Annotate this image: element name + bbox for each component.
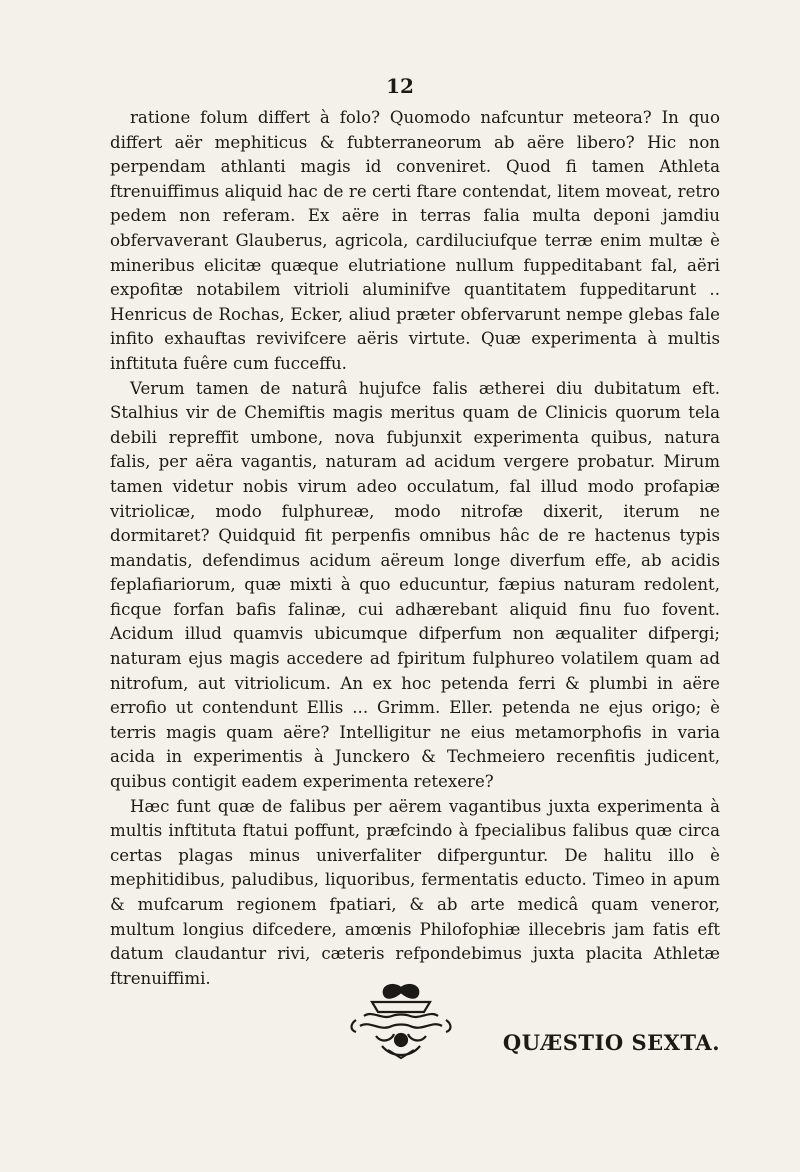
paragraph-1: ratione folum differt à folo? Quomodo nafcuntur meteora? In quo differt aër mephiticus & fubterraneorum ab aëre libero? Hic non perpendam athlanti magis id conveniret. Quod fi tamen Athleta ftrenuiffimus aliquid hac de re certi ftare contendat, litem moveat, retro pedem non referam. Ex aëre in terras falia multa deponi jamdiu obfervaverant Glauberus, agricola, cardiluciufque terræ enim multæ è mineribus elicitæ quæque elutriatione nullum fuppeditabant fal, aëri expofitæ notabilem vitrioli aluminifve quantitatem fuppeditarunt .. Henricus de Rochas, Ecker, aliud præter obfervarunt nempe glebas fale infito exhauftas revivifcere aëris virtute. Quæ experimenta à multis inftituta fuêre cum fucceffu. [110, 108, 720, 373]
page-number: 12 [386, 74, 414, 98]
floral-tailpiece-icon [342, 980, 460, 1062]
catchword: QUÆSTIO SEXTA. [502, 1030, 720, 1055]
body-text [110, 106, 720, 991]
paragraph-3: Hæc funt quæ de falibus per aërem vagantibus juxta experimenta à multis inftituta ftatui poffunt, præfcindo à fpecialibus falibus quæ circa certas plagas minus univerfaliter difperguntur. De halitu illo è mephitidibus, paludibus, liquoribus, fermentatis educto. Timeo in apum & mufcarum regionem fpatiari, & ab arte medicâ quam veneror, multum longius difcedere, amœnis Philofophiæ illecebris jam fatis eft datum claudantur rivi, cæteris refpondebimus juxta placita Athletæ ftrenuiffimi. [110, 796, 720, 988]
paragraph-2: Verum tamen de naturâ hujufce falis ætherei diu dubitatum eft. Stalhius vir de Chemiftis magis meritus quam de Clinicis quorum tela debili repreffit umbone, nova fubjunxit experimenta quibus, natura falis, per aëra vagantis, naturam ad acidum vergere probatur. Mirum tamen videtur nobis virum adeo occulatum, fal illud modo profapiæ vitriolicæ, modo fulphureæ, modo nitrofæ dixerit, iterum ne dormitaret? Quidquid fit perpenfis omnibus hâc de re hactenus typis mandatis, defendimus acidum aëreum longe diverfum effe, ab acidis feplafiariorum, quæ mixti à quo educuntur, fæpius naturam redolent, ficque forfan bafis falinæ, cui adhærebant aliquid finu fuo fovent. Acidum illud quamvis ubicumque difperfum non æqualiter difpergi; naturam ejus magis accedere ad fpiritum fulphureo volatilem quam ad nitrofum, aut vitriolicum. An ex hoc petenda ferri & plumbi in aëre errofio ut contendunt Ellis ... Grimm. Eller. petenda ne ejus origo; è terris magis quam aëre? Intelligitur ne eius metamorphofis in varia acida in experimentis à Junckero & Techmeiero recenfitis judicent, quibus contigit eadem experimenta retexere? [110, 378, 720, 792]
